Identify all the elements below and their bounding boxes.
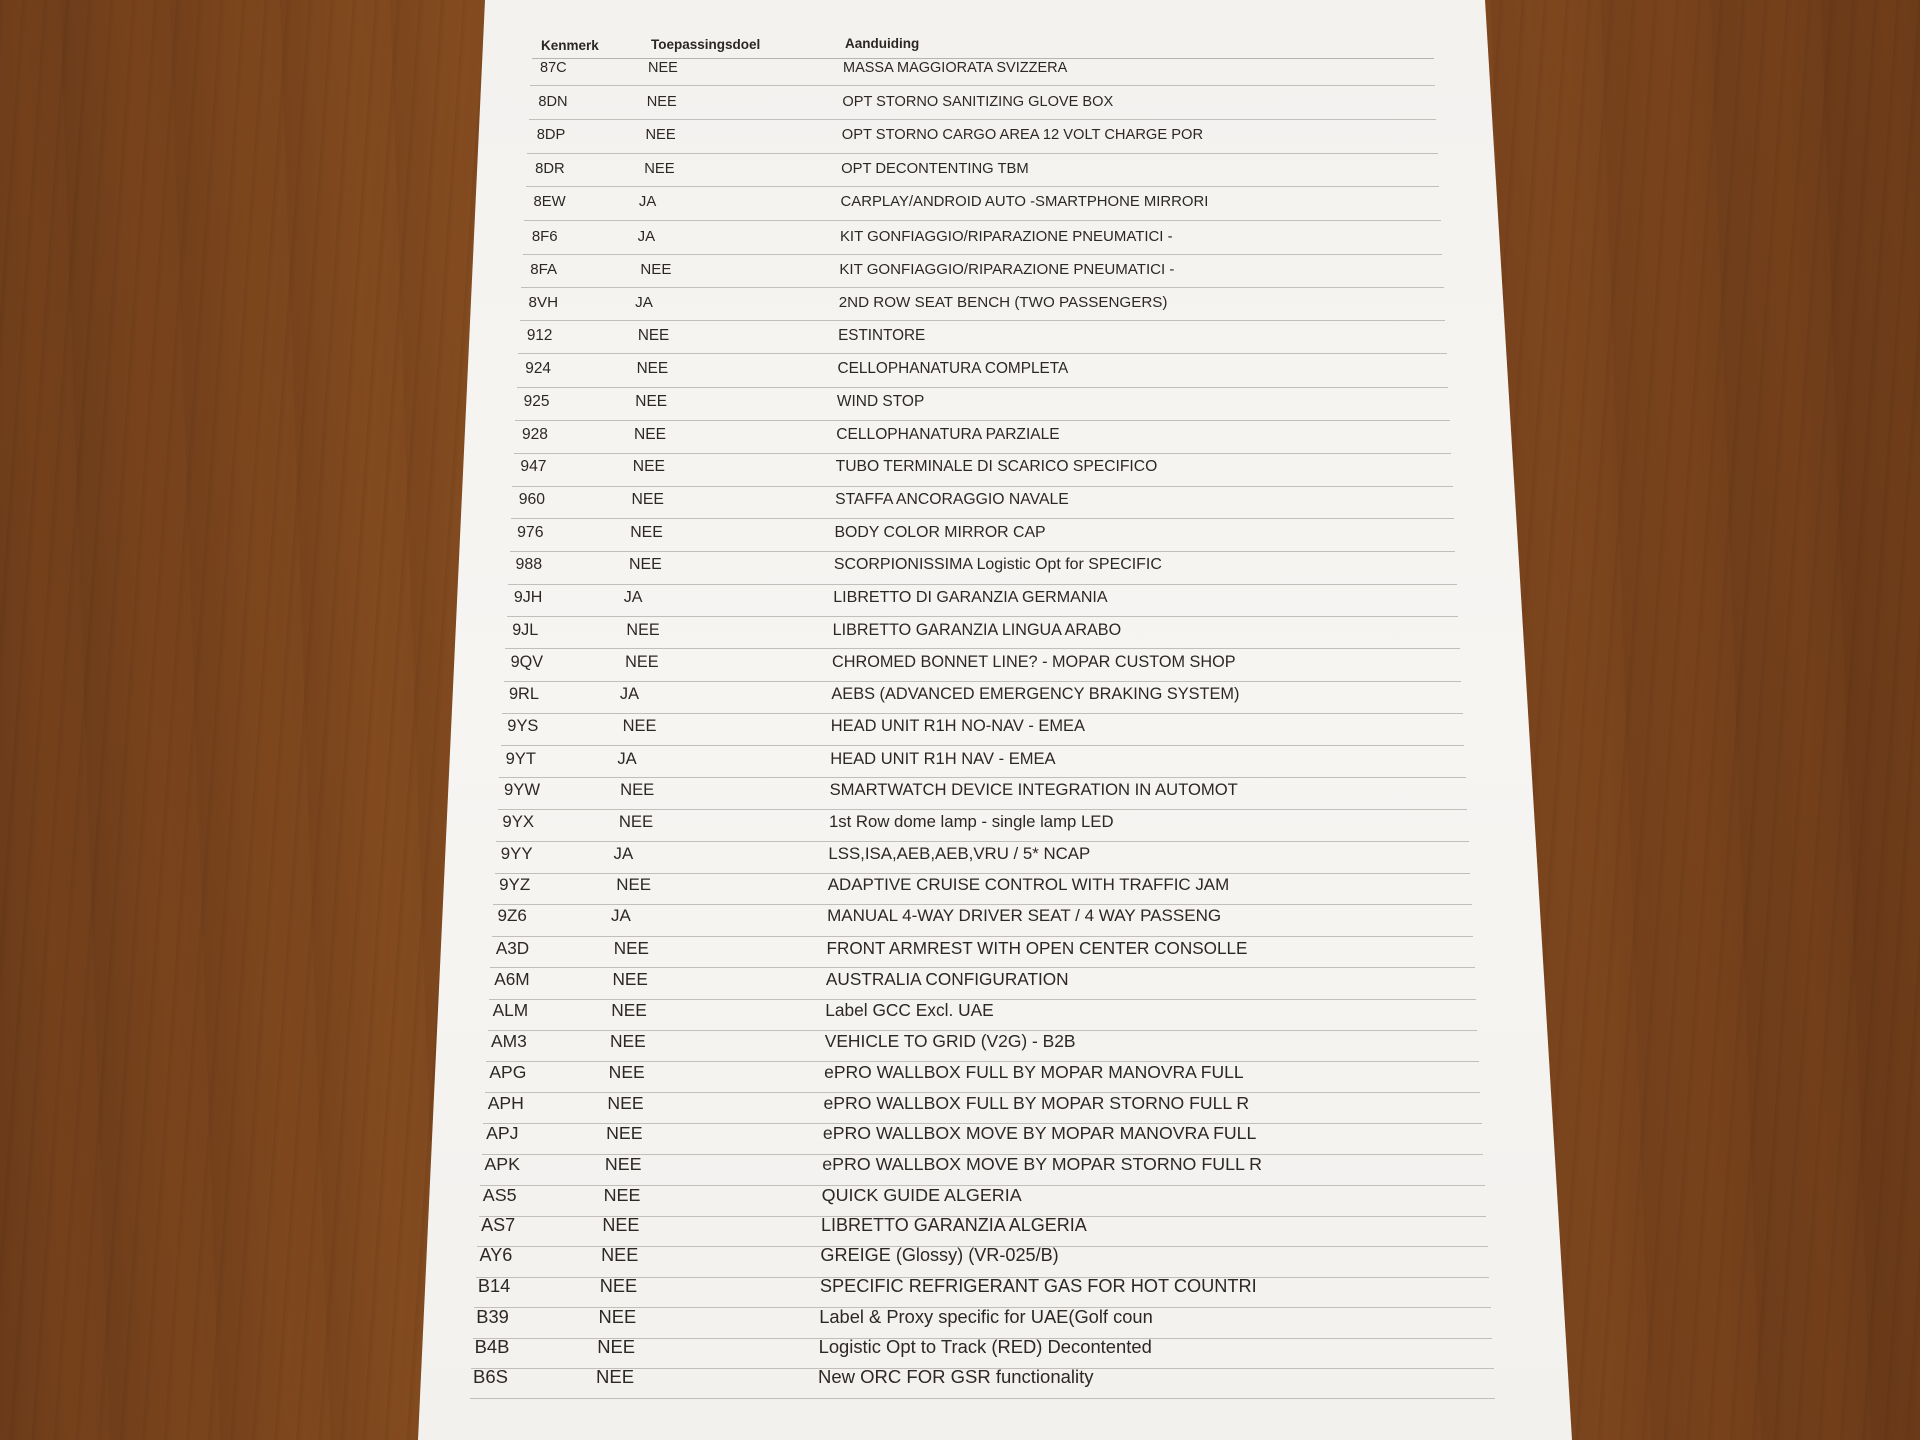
cell-kenmerk: 912	[526, 327, 553, 345]
table-row	[514, 426, 1451, 454]
cell-kenmerk: ALM	[492, 999, 529, 1020]
cell-aanduiding: HEAD UNIT R1H NO-NAV - EMEA	[830, 716, 1085, 735]
cell-aanduiding: New ORC FOR GSR functionality	[818, 1366, 1094, 1387]
cell-kenmerk: 8EW	[533, 194, 566, 211]
cell-kenmerk: AS7	[481, 1215, 516, 1236]
table-row	[498, 780, 1467, 810]
cell-aanduiding: ePRO WALLBOX MOVE BY MOPAR MANOVRA FULL	[822, 1123, 1257, 1144]
cell-toepassingsdoel: NEE	[599, 1275, 638, 1296]
table-row	[482, 1123, 1484, 1155]
cell-toepassingsdoel: NEE	[631, 491, 664, 509]
cell-kenmerk: 8FA	[530, 260, 558, 278]
cell-toepassingsdoel: NEE	[598, 1305, 637, 1327]
cell-kenmerk: 988	[515, 555, 543, 573]
row-divider	[514, 453, 1451, 454]
cell-kenmerk: 8DR	[535, 160, 565, 177]
row-divider	[510, 551, 1456, 552]
row-divider	[504, 681, 1462, 682]
cell-aanduiding: SCORPIONISSIMA Logistic Opt for SPECIFIC	[833, 555, 1162, 573]
row-divider	[499, 777, 1465, 778]
cell-kenmerk: APK	[484, 1154, 521, 1175]
table-row	[492, 906, 1473, 936]
cell-toepassingsdoel: NEE	[640, 260, 672, 278]
table-row	[508, 556, 1457, 585]
cell-toepassingsdoel: NEE	[602, 1215, 640, 1236]
cell-kenmerk: 9YZ	[499, 874, 531, 894]
table-row	[505, 621, 1460, 650]
row-divider	[512, 486, 1452, 487]
row-divider	[523, 254, 1443, 255]
table-row	[483, 1093, 1482, 1124]
table-row	[479, 1185, 1486, 1217]
table-row	[485, 1062, 1481, 1093]
cell-aanduiding: VEHICLE TO GRID (V2G) - B2B	[824, 1030, 1076, 1051]
cell-kenmerk: 9YT	[505, 748, 536, 768]
row-divider	[495, 873, 1470, 874]
cell-kenmerk: 8DN	[538, 93, 568, 110]
cell-toepassingsdoel: NEE	[637, 327, 670, 345]
cell-aanduiding: 2ND ROW SEAT BENCH (TWO PASSENGERS)	[838, 294, 1168, 312]
cell-kenmerk: 9Z6	[497, 906, 527, 926]
cell-toepassingsdoel: NEE	[611, 999, 647, 1020]
cell-toepassingsdoel: NEE	[596, 1366, 635, 1387]
column-header-aanduiding: Aanduiding	[845, 36, 920, 51]
row-divider	[529, 119, 1437, 120]
cell-toepassingsdoel: JA	[635, 294, 653, 312]
cell-aanduiding: BODY COLOR MIRROR CAP	[834, 523, 1046, 541]
cell-aanduiding: HEAD UNIT R1H NAV - EMEA	[830, 748, 1056, 768]
row-divider	[492, 936, 1473, 937]
cell-toepassingsdoel: NEE	[616, 874, 652, 894]
cell-aanduiding: LIBRETTO DI GARANZIA GERMANIA	[833, 588, 1108, 607]
cell-aanduiding: SMARTWATCH DEVICE INTEGRATION IN AUTOMOT	[829, 780, 1238, 800]
cell-toepassingsdoel: NEE	[646, 93, 677, 110]
cell-toepassingsdoel: NEE	[603, 1184, 641, 1205]
table-row	[524, 194, 1441, 221]
cell-toepassingsdoel: NEE	[607, 1092, 644, 1113]
cell-aanduiding: 1st Row dome lamp - single lamp LED	[828, 811, 1114, 831]
cell-kenmerk: APG	[489, 1061, 527, 1082]
row-divider	[508, 584, 1457, 585]
cell-kenmerk: 9YW	[504, 780, 541, 800]
table-row	[493, 875, 1471, 905]
cell-aanduiding: ADAPTIVE CRUISE CONTROL WITH TRAFFIC JAM	[827, 874, 1230, 894]
table-row	[477, 1215, 1487, 1247]
cell-aanduiding: CELLOPHANATURA COMPLETA	[837, 360, 1069, 378]
cell-toepassingsdoel: JA	[617, 748, 637, 768]
table-row	[507, 588, 1459, 617]
cell-kenmerk: 9YS	[507, 716, 539, 735]
table-row	[530, 60, 1435, 86]
cell-toepassingsdoel: JA	[611, 906, 631, 926]
cell-aanduiding: SPECIFIC REFRIGERANT GAS FOR HOT COUNTRI	[819, 1275, 1257, 1296]
cell-toepassingsdoel: JA	[638, 194, 657, 211]
row-divider	[515, 420, 1449, 421]
row-divider	[505, 648, 1460, 649]
table-row	[518, 327, 1446, 354]
cell-aanduiding: ePRO WALLBOX FULL BY MOPAR STORNO FULL R	[823, 1092, 1250, 1113]
row-divider	[470, 1398, 1495, 1399]
cell-toepassingsdoel: NEE	[628, 555, 662, 573]
cell-aanduiding: Label & Proxy specific for UAE(Golf coun	[819, 1305, 1153, 1327]
cell-toepassingsdoel: NEE	[634, 425, 667, 443]
cell-aanduiding: FRONT ARMREST WITH OPEN CENTER CONSOLLE	[826, 937, 1248, 958]
cell-aanduiding: KIT GONFIAGGIO/RIPARAZIONE PNEUMATICI -	[839, 227, 1173, 245]
cell-aanduiding: MANUAL 4-WAY DRIVER SEAT / 4 WAY PASSENG	[827, 906, 1222, 926]
cell-aanduiding: TUBO TERMINALE DI SCARICO SPECIFICO	[835, 458, 1158, 476]
cell-kenmerk: 87C	[540, 60, 567, 76]
table-row	[474, 1276, 1490, 1308]
cell-toepassingsdoel: NEE	[648, 60, 678, 76]
cell-toepassingsdoel: NEE	[622, 716, 657, 735]
table-row	[517, 360, 1448, 388]
cell-aanduiding: Label GCC Excl. UAE	[825, 999, 994, 1020]
row-divider	[527, 153, 1438, 154]
table-row	[520, 294, 1445, 321]
row-divider	[493, 904, 1471, 905]
cell-kenmerk: 976	[517, 523, 544, 541]
header-divider	[532, 58, 1434, 59]
table-row	[504, 653, 1462, 682]
table-row	[511, 491, 1454, 519]
cell-kenmerk: 9QV	[510, 652, 544, 671]
cell-toepassingsdoel: NEE	[636, 360, 669, 378]
cell-toepassingsdoel: NEE	[609, 1030, 646, 1051]
cell-aanduiding: LIBRETTO GARANZIA ALGERIA	[821, 1215, 1087, 1236]
row-divider	[530, 85, 1435, 86]
cell-aanduiding: OPT DECONTENTING TBM	[841, 160, 1029, 177]
cell-aanduiding: MASSA MAGGIORATA SVIZZERA	[843, 60, 1068, 76]
row-divider	[507, 616, 1459, 617]
cell-kenmerk: A6M	[494, 968, 530, 989]
table-row	[480, 1154, 1485, 1186]
table-row	[471, 1336, 1493, 1369]
cell-aanduiding: QUICK GUIDE ALGERIA	[821, 1184, 1022, 1205]
cell-kenmerk: 9YX	[502, 811, 535, 831]
cell-toepassingsdoel: JA	[613, 843, 634, 863]
row-divider	[501, 745, 1465, 746]
cell-kenmerk: 9YY	[500, 843, 533, 863]
cell-toepassingsdoel: NEE	[635, 392, 668, 410]
cell-toepassingsdoel: NEE	[613, 937, 649, 958]
table-row	[501, 717, 1465, 746]
cell-kenmerk: AY6	[479, 1245, 513, 1266]
cell-aanduiding: AEBS (ADVANCED EMERGENCY BRAKING SYSTEM)	[831, 684, 1240, 703]
row-divider	[496, 841, 1468, 842]
table-row	[486, 1031, 1479, 1062]
table-row	[502, 685, 1463, 714]
cell-kenmerk: AM3	[490, 1030, 527, 1051]
cell-toepassingsdoel: NEE	[608, 1061, 645, 1082]
table-row	[512, 458, 1452, 486]
table-row	[510, 524, 1456, 552]
cell-kenmerk: 9JL	[512, 620, 539, 639]
cell-toepassingsdoel: NEE	[618, 811, 654, 831]
table-row	[496, 812, 1468, 842]
cell-toepassingsdoel: NEE	[597, 1336, 636, 1357]
row-divider	[518, 353, 1446, 354]
table-row	[488, 1000, 1478, 1031]
table-row	[470, 1366, 1495, 1399]
cell-toepassingsdoel: NEE	[620, 780, 655, 800]
row-divider	[520, 320, 1445, 321]
row-divider	[502, 713, 1463, 714]
column-header-kenmerk: Kenmerk	[541, 38, 599, 53]
cell-kenmerk: 9RL	[508, 684, 539, 703]
cell-kenmerk: AS5	[482, 1184, 517, 1205]
cell-kenmerk: 8VH	[528, 294, 559, 312]
cell-kenmerk: 928	[522, 425, 548, 443]
cell-toepassingsdoel: NEE	[630, 523, 663, 541]
cell-toepassingsdoel: NEE	[606, 1123, 643, 1144]
cell-aanduiding: LIBRETTO GARANZIA LINGUA ARABO	[832, 620, 1122, 639]
column-header-toepassingsdoel: Toepassingsdoel	[651, 37, 761, 52]
row-divider	[517, 387, 1448, 388]
cell-kenmerk: B14	[477, 1275, 511, 1296]
cell-kenmerk: APH	[487, 1092, 524, 1113]
table-row	[490, 938, 1474, 969]
table-row	[515, 393, 1449, 421]
table-row	[473, 1306, 1492, 1339]
cell-kenmerk: B4B	[474, 1336, 510, 1357]
cell-aanduiding: AUSTRALIA CONFIGURATION	[825, 968, 1069, 989]
cell-aanduiding: OPT STORNO CARGO AREA 12 VOLT CHARGE POR	[841, 127, 1204, 144]
cell-kenmerk: 925	[523, 392, 550, 410]
table-row	[527, 127, 1438, 153]
cell-kenmerk: 924	[525, 360, 551, 378]
table-row	[521, 261, 1444, 288]
row-divider	[521, 287, 1444, 288]
table-row	[495, 844, 1470, 874]
cell-kenmerk: 960	[518, 491, 546, 509]
cell-aanduiding: ESTINTORE	[838, 327, 926, 345]
cell-aanduiding: Logistic Opt to Track (RED) Decontented	[818, 1336, 1152, 1357]
cell-kenmerk: A3D	[495, 937, 530, 958]
cell-toepassingsdoel: NEE	[601, 1245, 639, 1266]
table-row	[529, 94, 1437, 120]
cell-toepassingsdoel: JA	[619, 684, 639, 703]
cell-toepassingsdoel: NEE	[626, 620, 660, 639]
cell-aanduiding: ePRO WALLBOX MOVE BY MOPAR STORNO FULL R	[822, 1154, 1262, 1175]
cell-aanduiding: WIND STOP	[836, 392, 925, 410]
cell-aanduiding: KIT GONFIAGGIO/RIPARAZIONE PNEUMATICI -	[839, 260, 1175, 278]
cell-aanduiding: ePRO WALLBOX FULL BY MOPAR MANOVRA FULL	[824, 1061, 1244, 1082]
cell-kenmerk: B6S	[473, 1366, 508, 1387]
cell-kenmerk: 8DP	[536, 127, 566, 144]
row-divider	[498, 809, 1467, 810]
cell-toepassingsdoel: NEE	[632, 458, 665, 476]
cell-aanduiding: CELLOPHANATURA PARZIALE	[836, 425, 1060, 443]
cell-kenmerk: 9JH	[513, 588, 543, 607]
cell-aanduiding: LSS,ISA,AEB,AEB,VRU / 5* NCAP	[828, 843, 1091, 863]
cell-toepassingsdoel: NEE	[612, 968, 648, 989]
table-row	[526, 161, 1440, 188]
cell-aanduiding: CARPLAY/ANDROID AUTO -SMARTPHONE MIRRORI	[840, 194, 1209, 211]
table-row	[476, 1245, 1489, 1277]
cell-toepassingsdoel: JA	[637, 227, 656, 245]
cell-toepassingsdoel: NEE	[604, 1154, 642, 1175]
cell-toepassingsdoel: NEE	[644, 160, 675, 177]
cell-kenmerk: APJ	[486, 1123, 519, 1144]
cell-kenmerk: 8F6	[531, 227, 558, 245]
cell-aanduiding: CHROMED BONNET LINE? - MOPAR CUSTOM SHOP	[832, 652, 1236, 671]
table-row	[489, 969, 1476, 1000]
cell-aanduiding: GREIGE (Glossy) (VR-025/B)	[820, 1245, 1059, 1266]
row-divider	[526, 186, 1440, 187]
table-row	[499, 749, 1465, 779]
cell-aanduiding: STAFFA ANCORAGGIO NAVALE	[835, 491, 1069, 509]
cell-toepassingsdoel: JA	[623, 588, 643, 607]
cell-aanduiding: OPT STORNO SANITIZING GLOVE BOX	[842, 93, 1114, 110]
row-divider	[524, 220, 1441, 221]
cell-toepassingsdoel: NEE	[625, 652, 659, 671]
cell-kenmerk: B39	[476, 1305, 509, 1327]
row-divider	[511, 518, 1454, 519]
cell-toepassingsdoel: NEE	[645, 127, 676, 144]
table-row	[523, 228, 1443, 255]
cell-kenmerk: 947	[520, 458, 547, 476]
